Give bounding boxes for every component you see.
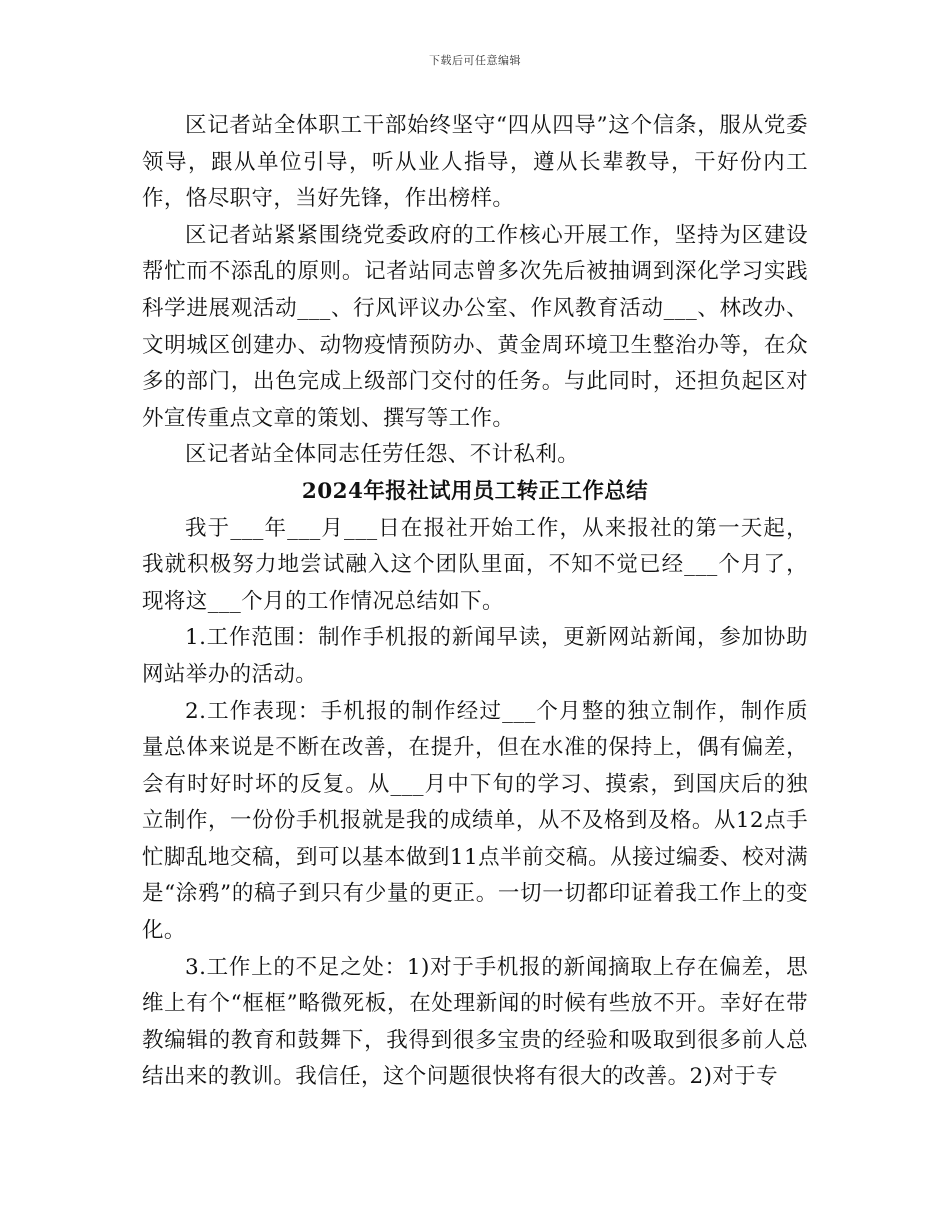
paragraph: 区记者站全体同志任劳任怨、不计私利。	[185, 442, 580, 468]
paragraph: 区记者站紧紧围绕党委政府的工作核心开展工作，坚持为区建设帮忙而不添乱的原则。记者站同志曾多次先后被抽调到深化学习实践科学进展观活动___、行风评议办公室、作风教育活动___、林改办、文明城区创建办、动物疫情预防办、黄金周环境卫生整治办等，在众多的部门，出色完成上级部门交付的任务。与此同时，还担负起区对外宣传重点文章的策划、撰写等工作。	[142, 222, 808, 431]
paragraph: 1.工作范围：制作手机报的新闻早读，更新网站新闻，参加协助网站举办的活动。	[142, 625, 808, 687]
paragraph: 我于___年___月___日在报社开始工作，从来报社的第一天起，我就积极努力地尝试融入这个团队里面，不知不觉已经___个月了，现将这___个月的工作情况总结如下。	[142, 515, 808, 614]
paragraph: 3.工作上的不足之处：1)对于手机报的新闻摘取上存在偏差，思维上有个“框框”略微死板，在处理新闻的时候有些放不开。幸好在带教编辑的教育和鼓舞下，我得到很多宝贵的经验和吸取到很多前人总结出来的教训。我信任，这个问题很快将有很大的改善。2)对于专	[142, 954, 808, 1090]
paragraph: 2.工作表现：手机报的制作经过___个月整的独立制作，制作质量总体来说是不断在改善，在提升，但在水准的保持上，偶有偏差，会有时好时坏的反复。从___月中下旬的学习、摸索，到国庆后的独立制作，一份份手机报就是我的成绩单，从不及格到及格。从12点手忙脚乱地交稿，到可以基本做到11点半前交稿。从接过编委、校对满是“涂鸦”的稿子到只有少量的更正。一切一切都印证着我工作上的变化。	[142, 698, 809, 944]
paragraph: 区记者站全体职工干部始终坚守“四从四导”这个信条，服从党委领导，跟从单位引导，听从业人指导，遵从长辈教导，干好份内工作，恪尽职守，当好先锋，作出榜样。	[142, 113, 808, 212]
header-note: 下载后可任意编辑	[429, 54, 521, 67]
document-body	[142, 108, 808, 1096]
document-title: 2024年报社试用员工转正工作总结	[301, 478, 649, 504]
